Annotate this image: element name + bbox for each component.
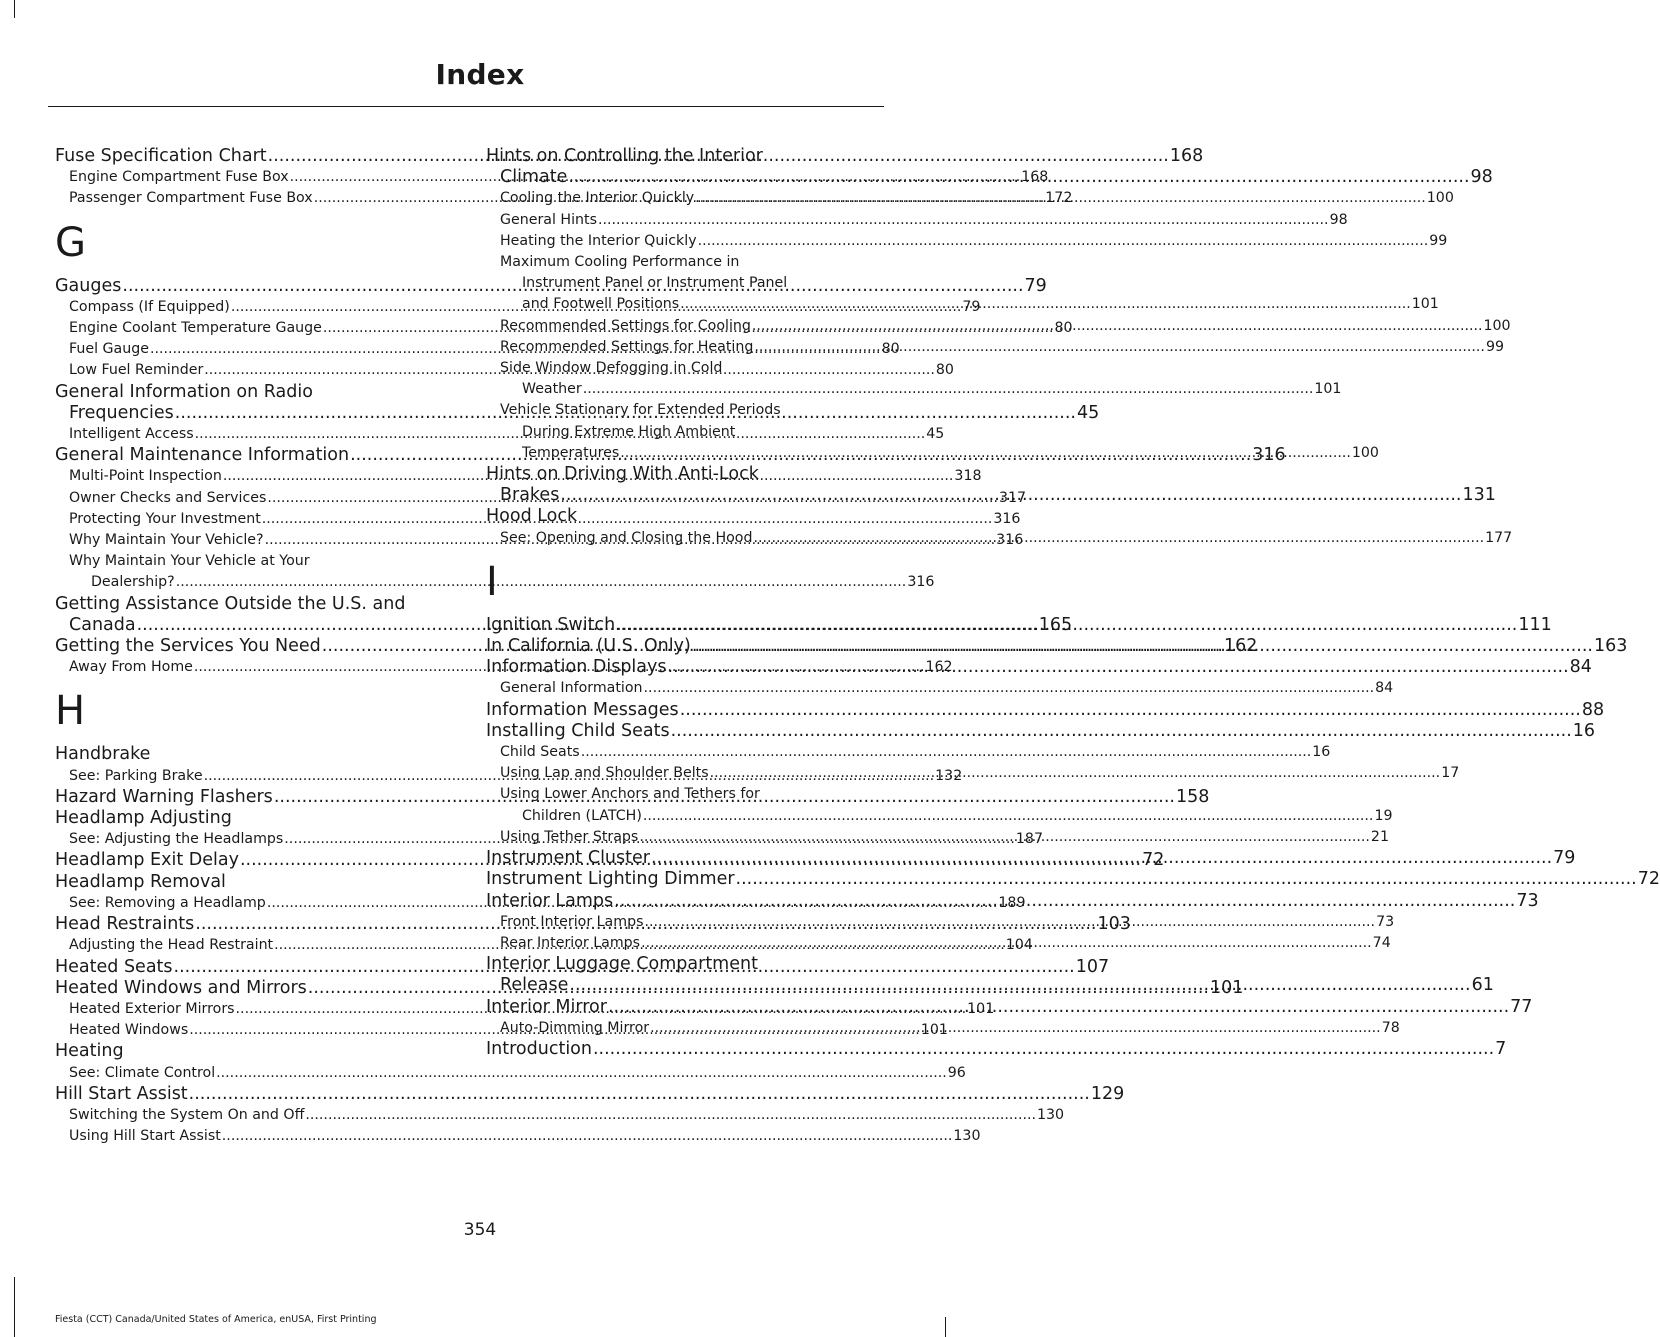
entry-text-line: Frequencies xyxy=(69,402,174,423)
index-entry xyxy=(486,699,1605,721)
index-entry xyxy=(55,1041,445,1062)
entry-text: Headlamp Exit Delay xyxy=(55,850,239,871)
page-ref[interactable]: 21 xyxy=(1370,828,1389,845)
page-title: Index xyxy=(435,58,525,91)
page-ref[interactable]: 163 xyxy=(1594,636,1628,657)
entry-text-line: Children (LATCH) xyxy=(522,807,642,824)
page-ref[interactable]: 77 xyxy=(1510,996,1533,1017)
page-ref[interactable]: 129 xyxy=(1090,1083,1125,1104)
entry-text: Fuse Specification Chart xyxy=(55,146,267,166)
dot-leader xyxy=(583,381,1314,397)
index-subentry xyxy=(486,678,1394,699)
entry-text: Protecting Your Investment xyxy=(69,510,261,527)
entry-text: Adjusting the Head Restraint xyxy=(69,937,274,954)
page-ref[interactable]: 79 xyxy=(962,298,981,315)
dot-leader xyxy=(754,528,1485,549)
page-ref[interactable]: 187 xyxy=(1015,831,1043,848)
page-ref[interactable]: 317 xyxy=(999,489,1027,506)
entry-text: Interior Lamps xyxy=(486,890,614,911)
page-ref[interactable]: 99 xyxy=(1429,232,1448,249)
entry-text: Auto-Dimming Mirror xyxy=(500,1019,650,1036)
page-ref[interactable]: 100 xyxy=(1351,444,1379,461)
dot-leader xyxy=(593,1039,1494,1060)
dot-leader xyxy=(620,445,1351,461)
entry-text: Headlamp Adjusting xyxy=(55,808,232,829)
entry-text-line: Vehicle Stationary for Extended Periods xyxy=(500,402,781,419)
page-ref[interactable]: 177 xyxy=(1485,529,1513,546)
dot-leader xyxy=(650,1018,1381,1039)
entry-text-line: During Extreme High Ambient xyxy=(522,423,736,440)
dot-leader xyxy=(639,827,1370,848)
page-ref[interactable]: 73 xyxy=(1516,890,1539,911)
dot-leader xyxy=(569,975,1470,995)
page-ref[interactable]: 165 xyxy=(1038,614,1073,635)
dot-leader xyxy=(671,721,1572,742)
page-ref[interactable]: 96 xyxy=(947,1064,966,1081)
entry-text: See: Climate Control xyxy=(69,1064,216,1081)
entry-text: Headlamp Removal xyxy=(55,871,226,892)
entry-text: Multi-Point Inspection xyxy=(69,468,222,485)
dot-leader xyxy=(216,1063,947,1084)
page-ref[interactable]: 130 xyxy=(953,1128,981,1145)
index-entry xyxy=(486,506,876,527)
dot-leader xyxy=(189,1084,1090,1105)
entry-text-line: Climate xyxy=(500,167,568,188)
entry-text: Information Messages xyxy=(486,699,679,720)
page-ref[interactable]: 162 xyxy=(1223,636,1258,657)
header-divider xyxy=(48,106,884,107)
page-number: 354 xyxy=(463,1220,497,1240)
entry-text: See: Opening and Closing the Hood xyxy=(500,529,753,546)
page-ref[interactable]: 80 xyxy=(881,341,900,358)
entry-text: Introduction xyxy=(486,1038,592,1059)
entry-text: Information Displays xyxy=(486,657,667,678)
page-ref[interactable]: 316 xyxy=(907,574,935,591)
dot-leader xyxy=(643,808,1374,824)
entry-text: Ignition Switch xyxy=(486,614,616,635)
entry-text: Engine Compartment Fuse Box xyxy=(69,169,289,186)
entry-text: Instrument Lighting Dimmer xyxy=(486,869,735,890)
dot-leader xyxy=(560,485,1461,505)
entry-text: Heated Windows xyxy=(69,1022,189,1039)
page-ref[interactable]: 316 xyxy=(1252,445,1286,466)
index-entry xyxy=(486,1038,1507,1060)
page-ref[interactable]: 107 xyxy=(1075,956,1110,977)
section-letter: G xyxy=(55,219,86,266)
entry-text: Child Seats xyxy=(500,744,580,761)
page-ref[interactable]: 162 xyxy=(925,659,953,676)
entry-text: Heating the Interior Quickly xyxy=(500,232,697,249)
entry-text: Passenger Compartment Fuse Box xyxy=(69,190,313,207)
page-ref[interactable]: 84 xyxy=(1375,680,1394,697)
dot-leader xyxy=(668,657,1569,678)
entry-text: Front Interior Lamps xyxy=(500,913,644,930)
entry-text: General Maintenance Information xyxy=(55,445,350,466)
section-letter: H xyxy=(55,688,86,735)
index-subentry xyxy=(55,551,935,593)
page-ref[interactable]: 98 xyxy=(1329,211,1348,228)
crop-mark-top-left xyxy=(14,0,15,18)
entry-text: Heated Windows and Mirrors xyxy=(55,977,307,998)
page-ref[interactable]: 98 xyxy=(1470,167,1493,188)
index-subentry xyxy=(55,1126,981,1147)
page-ref[interactable]: 45 xyxy=(926,426,945,443)
entry-text-line: Hints on Controlling the Interior xyxy=(486,146,763,166)
dot-leader xyxy=(608,997,1509,1018)
page-ref[interactable]: 104 xyxy=(1005,937,1033,954)
entry-text: Away From Home xyxy=(69,659,193,676)
entry-text-line: Dealership? xyxy=(91,574,175,591)
page-ref[interactable]: 158 xyxy=(1175,786,1210,807)
entry-text: Low Fuel Reminder xyxy=(69,362,204,379)
page-ref[interactable]: 101 xyxy=(920,1022,948,1039)
entry-text: See: Parking Brake xyxy=(69,767,203,784)
index-entry xyxy=(55,872,445,893)
entry-text: Owner Checks and Services xyxy=(69,489,267,506)
page-ref[interactable]: 61 xyxy=(1471,975,1494,996)
entry-text-line: Hints on Driving With Anti-Lock xyxy=(486,464,759,485)
page-ref[interactable]: 111 xyxy=(1518,614,1552,635)
dot-leader xyxy=(614,891,1515,912)
dot-leader xyxy=(752,316,1483,337)
entry-text-line: Why Maintain Your Vehicle at Your xyxy=(69,553,310,570)
entry-text-line: Release xyxy=(500,975,569,996)
page-ref[interactable]: 100 xyxy=(1426,190,1454,207)
dot-leader xyxy=(754,337,1485,358)
dot-leader xyxy=(651,848,1552,869)
entry-text-line: Maximum Cooling Performance in xyxy=(500,254,740,271)
page-ref[interactable]: 78 xyxy=(1381,1019,1400,1036)
entry-text-line: Getting Assistance Outside the U.S. and xyxy=(55,593,406,614)
entry-text: Hazard Warning Flashers xyxy=(55,786,273,807)
page-ref[interactable]: 72 xyxy=(1142,850,1165,871)
dot-leader xyxy=(644,912,1375,933)
entry-text: Interior Mirror xyxy=(486,996,607,1017)
entry-text-line: and Footwell Positions xyxy=(522,296,680,313)
page-ref[interactable]: 103 xyxy=(1097,914,1131,935)
page-ref[interactable]: 88 xyxy=(1581,699,1605,720)
entry-text-line: Weather xyxy=(522,381,582,398)
entry-text: Hill Start Assist xyxy=(55,1083,188,1104)
page-ref[interactable]: 101 xyxy=(967,1000,995,1017)
crop-mark-bottom-left xyxy=(14,1277,15,1337)
page-ref[interactable]: 168 xyxy=(1021,169,1049,186)
entry-text: General Hints xyxy=(500,211,597,228)
dot-leader xyxy=(680,296,1411,312)
dot-leader xyxy=(305,1105,1036,1126)
entry-text: Intelligent Access xyxy=(69,426,194,443)
entry-text: Using Tether Straps xyxy=(500,828,639,845)
entry-text: Hood Lock xyxy=(486,506,578,527)
index-subentry xyxy=(486,231,1448,252)
index-entry xyxy=(55,744,445,765)
entry-text: Cooling the Interior Quickly xyxy=(500,190,695,207)
entry-text: Recommended Settings for Heating xyxy=(500,338,754,355)
dot-leader xyxy=(581,742,1312,763)
entry-text: See: Removing a Headlamp xyxy=(69,894,266,911)
page-ref[interactable]: 73 xyxy=(1376,913,1395,930)
dot-leader xyxy=(695,188,1426,209)
entry-text: Fuel Gauge xyxy=(69,341,149,358)
section-letter: I xyxy=(486,558,498,605)
page-ref[interactable]: 172 xyxy=(1045,190,1073,207)
page-ref[interactable]: 99 xyxy=(1485,338,1505,355)
entry-text: In California (U.S. Only) xyxy=(486,636,691,657)
page-ref[interactable]: 318 xyxy=(954,468,982,485)
page-ref[interactable]: 316 xyxy=(996,532,1024,549)
entry-text: Head Restraints xyxy=(55,914,195,935)
entry-text: Using Lap and Shoulder Belts xyxy=(500,765,709,782)
entry-text: Rear Interior Lamps xyxy=(500,934,641,951)
page-ref[interactable]: 101 xyxy=(1411,296,1439,313)
index-entry xyxy=(486,869,1660,890)
entry-text: Gauges xyxy=(55,275,122,296)
page-ref[interactable]: 79 xyxy=(1553,848,1576,869)
entry-text-line: Temperatures xyxy=(522,444,620,461)
page-ref[interactable]: 316 xyxy=(993,510,1021,527)
dot-leader xyxy=(598,210,1329,231)
dot-leader xyxy=(710,763,1441,784)
entry-text: Switching the System On and Off xyxy=(69,1106,305,1123)
dot-leader xyxy=(641,933,1372,954)
page-ref[interactable]: 101 xyxy=(1314,381,1342,398)
page-ref[interactable]: 7 xyxy=(1495,1038,1507,1059)
dot-leader xyxy=(616,615,1517,636)
page-ref[interactable]: 80 xyxy=(935,362,954,379)
entry-text: Handbrake xyxy=(55,744,151,765)
entry-text: Compass (If Equipped) xyxy=(69,298,230,315)
entry-text: General Information xyxy=(500,680,643,697)
crop-mark-bottom-right xyxy=(945,1317,946,1337)
entry-text: See: Adjusting the Headlamps xyxy=(69,831,284,848)
entry-text: Getting the Services You Need xyxy=(55,636,321,657)
entry-last-line xyxy=(69,572,935,593)
index-subentry xyxy=(486,210,1348,231)
page-ref[interactable]: 16 xyxy=(1312,744,1331,761)
entry-text: Why Maintain Your Vehicle? xyxy=(69,532,264,549)
dot-leader xyxy=(692,636,1593,657)
page-ref[interactable]: 101 xyxy=(1209,977,1244,998)
footer-text: Fiesta (CCT) Canada/United States of America, enUSA, First Printing xyxy=(55,1314,377,1325)
index-entry xyxy=(486,720,1596,742)
page-ref[interactable]: 17 xyxy=(1441,765,1460,782)
page-ref[interactable]: 74 xyxy=(1372,934,1391,951)
index-subentry xyxy=(486,742,1331,763)
page-ref[interactable]: 45 xyxy=(1076,402,1100,423)
entry-last-line xyxy=(500,806,1393,827)
page-ref[interactable]: 16 xyxy=(1572,720,1596,741)
dot-leader xyxy=(222,1126,953,1147)
entry-text-line: Brakes xyxy=(500,485,560,506)
entry-text-line: Interior Luggage Compartment xyxy=(486,954,758,975)
dot-leader xyxy=(736,869,1637,890)
dot-leader xyxy=(568,167,1469,187)
index-subentry xyxy=(55,1063,966,1084)
page-ref[interactable]: 130 xyxy=(1036,1106,1065,1123)
page-ref[interactable]: 189 xyxy=(998,894,1026,911)
entry-text: Recommended Settings for Cooling xyxy=(500,317,751,334)
entry-text: Engine Coolant Temperature Gauge xyxy=(69,320,322,337)
entry-text: Heated Seats xyxy=(55,956,173,977)
page-ref[interactable]: 80 xyxy=(1054,320,1073,337)
index-entry xyxy=(55,1083,1125,1105)
entry-text-line: Using Lower Anchors and Tethers for xyxy=(500,786,760,803)
page-ref[interactable]: 84 xyxy=(1569,657,1592,678)
entry-text: Heating xyxy=(55,1041,124,1062)
page-ref[interactable]: 79 xyxy=(1024,275,1047,296)
entry-text-line: Instrument Panel or Instrument Panel xyxy=(522,275,788,292)
index-entry xyxy=(55,808,445,829)
index-subentry xyxy=(55,1105,1065,1126)
page-ref[interactable]: 131 xyxy=(1462,485,1496,506)
dot-leader xyxy=(698,231,1429,252)
dot-leader xyxy=(644,678,1375,699)
page-ref[interactable]: 19 xyxy=(1374,807,1393,824)
entry-text: Using Hill Start Assist xyxy=(69,1128,221,1145)
dot-leader xyxy=(680,700,1581,721)
entry-text-line: Side Window Defogging in Cold xyxy=(500,360,723,377)
page-ref[interactable]: 168 xyxy=(1169,146,1204,166)
page-ref[interactable]: 72 xyxy=(1637,869,1660,890)
entry-text-line: General Information on Radio xyxy=(55,381,313,402)
entry-text: Instrument Cluster xyxy=(486,848,650,869)
entry-text-line: Canada xyxy=(69,614,136,635)
page-ref[interactable]: 132 xyxy=(935,767,963,784)
page-ref[interactable]: 100 xyxy=(1483,317,1511,334)
entry-last-line xyxy=(500,379,1342,400)
entry-text: Installing Child Seats xyxy=(486,720,670,741)
entry-text: Heated Exterior Mirrors xyxy=(69,1000,235,1017)
